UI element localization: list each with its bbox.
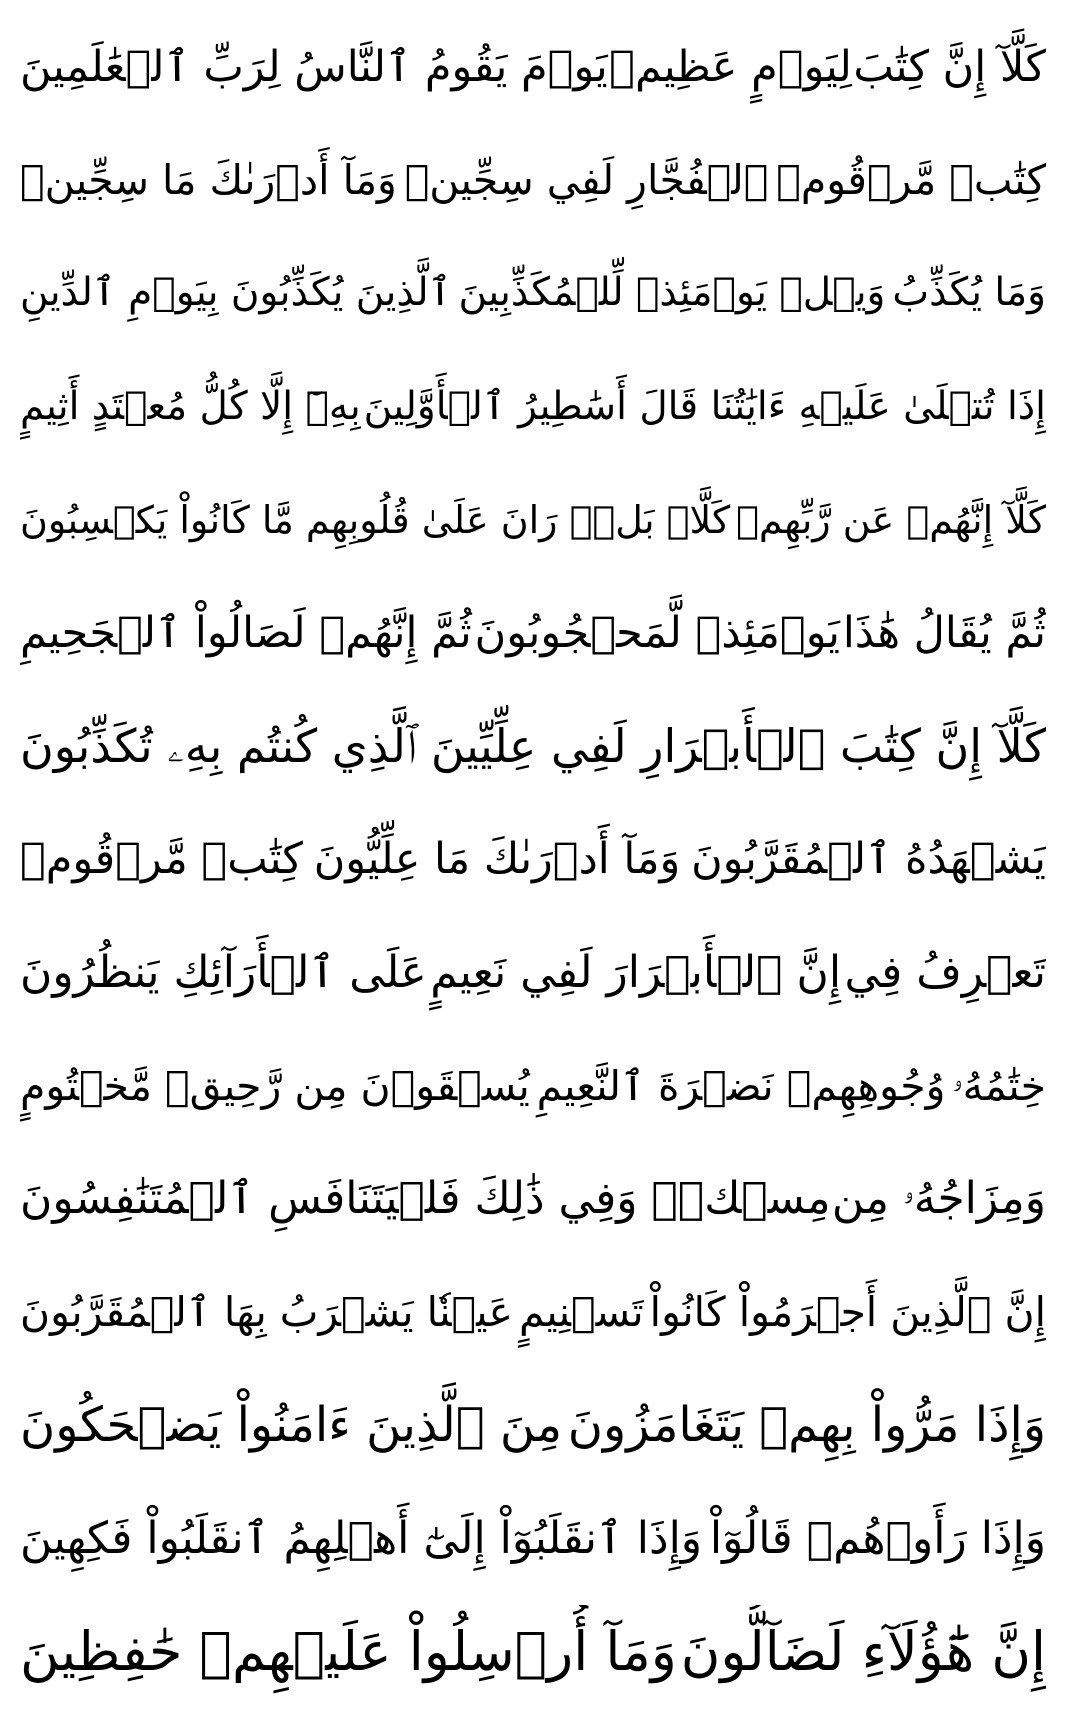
verse-segment: كِتَٰبٞ مَّرۡقُومٞ — [20, 834, 303, 885]
verse-segment: وَمَآ أَدۡرَىٰكَ مَا سِجِّينٞ — [20, 156, 397, 205]
verse-segment: إِنَّ ٱلَّذِينَ أَجۡرَمُواْ كَانُواْ — [649, 1288, 1046, 1337]
verse-segment: وَمَا يُكَذِّبُ — [892, 270, 1046, 316]
verse-segment: إِنَّ هَٰٓؤُلَآءِ لَضَآلُّونَ — [680, 1619, 1046, 1683]
text-line — [20, 1605, 1046, 1699]
verse-segment: وَإِذَا ٱنقَلَبُوٓاْ إِلَىٰٓ أَهۡلِهِمُ ٱنقَلَبُواْ فَكِهِينَ — [20, 1512, 703, 1564]
verse-segment: وَمَآ أَدۡرَىٰكَ مَا عِلِّيُّونَ — [313, 834, 681, 885]
verse-segment: ٱلَّذِينَ يُكَذِّبُونَ بِيَوۡمِ ٱلدِّينِ — [20, 270, 452, 316]
verse-segment: وُجُوهِهِمۡ نَضۡرَةَ ٱلنَّعِيمِ — [536, 1061, 946, 1110]
verse-segment: وَيۡلٞ يَوۡمَئِذٖ لِّلۡمُكَذِّبِينَ — [458, 270, 886, 316]
text-line — [20, 1492, 1046, 1586]
verse-segment: وَمِزَاجُهُۥ مِن — [831, 1173, 1046, 1225]
verse-segment: كَلَّآ إِنَّ كِتَٰبَ — [853, 42, 1046, 92]
verse-segment: عَلَى ٱلۡأَرَآئِكِ يَنظُرُونَ — [20, 946, 427, 998]
text-line — [20, 360, 1046, 454]
verse-segment: كَلَّآ إِنَّهُمۡ عَن رَّبِّهِمۡ — [736, 497, 1046, 542]
text-line — [20, 246, 1046, 340]
text-line — [20, 586, 1046, 680]
verse-segment: إِنَّ ٱلۡأَبۡرَارَ لَفِي نَعِيمٍ — [430, 946, 842, 998]
text-line — [20, 812, 1046, 906]
verse-segment: كِتَٰبٞ مَّرۡقُومٞ — [776, 156, 1046, 205]
text-line — [20, 1265, 1046, 1359]
verse-segment: ثُمَّ يُقَالُ هَٰذَا — [842, 608, 1046, 659]
verse-segment: وَإِذَا مَرُّواْ بِهِمۡ يَتَغَامَزُونَ — [567, 1397, 1046, 1454]
text-line — [20, 1378, 1046, 1472]
verse-segment: وَمَآ أُرۡسِلُواْ عَلَيۡهِمۡ حَٰفِظِينَ — [20, 1619, 677, 1683]
verse-segment: خِتَٰمُهُۥ — [952, 1061, 1046, 1110]
text-line — [20, 20, 1046, 114]
text-line — [20, 926, 1046, 1020]
verse-segment: إِذَا تُتۡلَىٰ عَلَيۡهِ ءَايَٰتُنَا قَالَ أَسَٰطِيرُ ٱلۡأَوَّلِينَ — [363, 383, 1046, 429]
text-line — [20, 1152, 1046, 1246]
verse-segment: لِيَوۡمٍ عَظِيمٖ — [609, 42, 852, 92]
verse-segment: عَيۡنٗا يَشۡرَبُ بِهَا ٱلۡمُقَرَّبُونَ — [20, 1288, 513, 1337]
verse-segment: كَلَّاۖ بَلۡۜ رَانَ عَلَىٰ قُلُوبِهِم مَّا كَانُواْ يَكۡسِبُونَ — [20, 497, 731, 542]
verse-segment: ثُمَّ إِنَّهُمۡ لَصَالُواْ ٱلۡجَحِيمِ — [20, 608, 472, 659]
verse-segment: تَسۡنِيمٍ — [518, 1288, 644, 1337]
verse-segment: يَشۡهَدُهُ ٱلۡمُقَرَّبُونَ — [691, 834, 1046, 885]
text-line — [20, 1039, 1046, 1133]
verse-segment: مِنَ ٱلَّذِينَ ءَامَنُواْ يَضۡحَكُونَ — [20, 1397, 563, 1454]
text-line — [20, 473, 1046, 567]
verse-segment: مِسۡكٞۚ وَفِي ذَٰلِكَ فَلۡيَتَنَافَسِ ٱلۡمُتَنَٰفِسُونَ — [20, 1173, 831, 1225]
verse-segment: يُسۡقَوۡنَ مِن رَّحِيقٖ مَّخۡتُومٍ — [20, 1061, 530, 1110]
verse-segment: بِهِۦٓ إِلَّا كُلُّ مُعۡتَدٍ أَثِيمٍ — [20, 383, 361, 429]
verse-segment: يَوۡمَ يَقُومُ ٱلنَّاسُ لِرَبِّ ٱلۡعَٰلَمِينَ — [20, 42, 608, 92]
verse-segment: تَعۡرِفُ فِي — [844, 946, 1046, 998]
verse-segment: يَوۡمَئِذٖ لَّمَحۡجُوبُونَ — [474, 608, 840, 659]
verse-segment: وَإِذَا رَأَوۡهُمۡ قَالُوٓاْ — [709, 1512, 1046, 1564]
verse-segment: ٱلۡفُجَّارِ لَفِي سِجِّينٖ — [404, 156, 769, 205]
text-line — [20, 133, 1046, 227]
verse-segment: كَلَّآ إِنَّ كِتَٰبَ ٱلۡأَبۡرَارِ لَفِي عِلِّيِّينَ — [430, 719, 1046, 774]
text-line — [20, 699, 1046, 793]
verse-segment: ٱلَّذِي كُنتُم بِهِۦ تُكَذِّبُونَ — [20, 719, 417, 774]
